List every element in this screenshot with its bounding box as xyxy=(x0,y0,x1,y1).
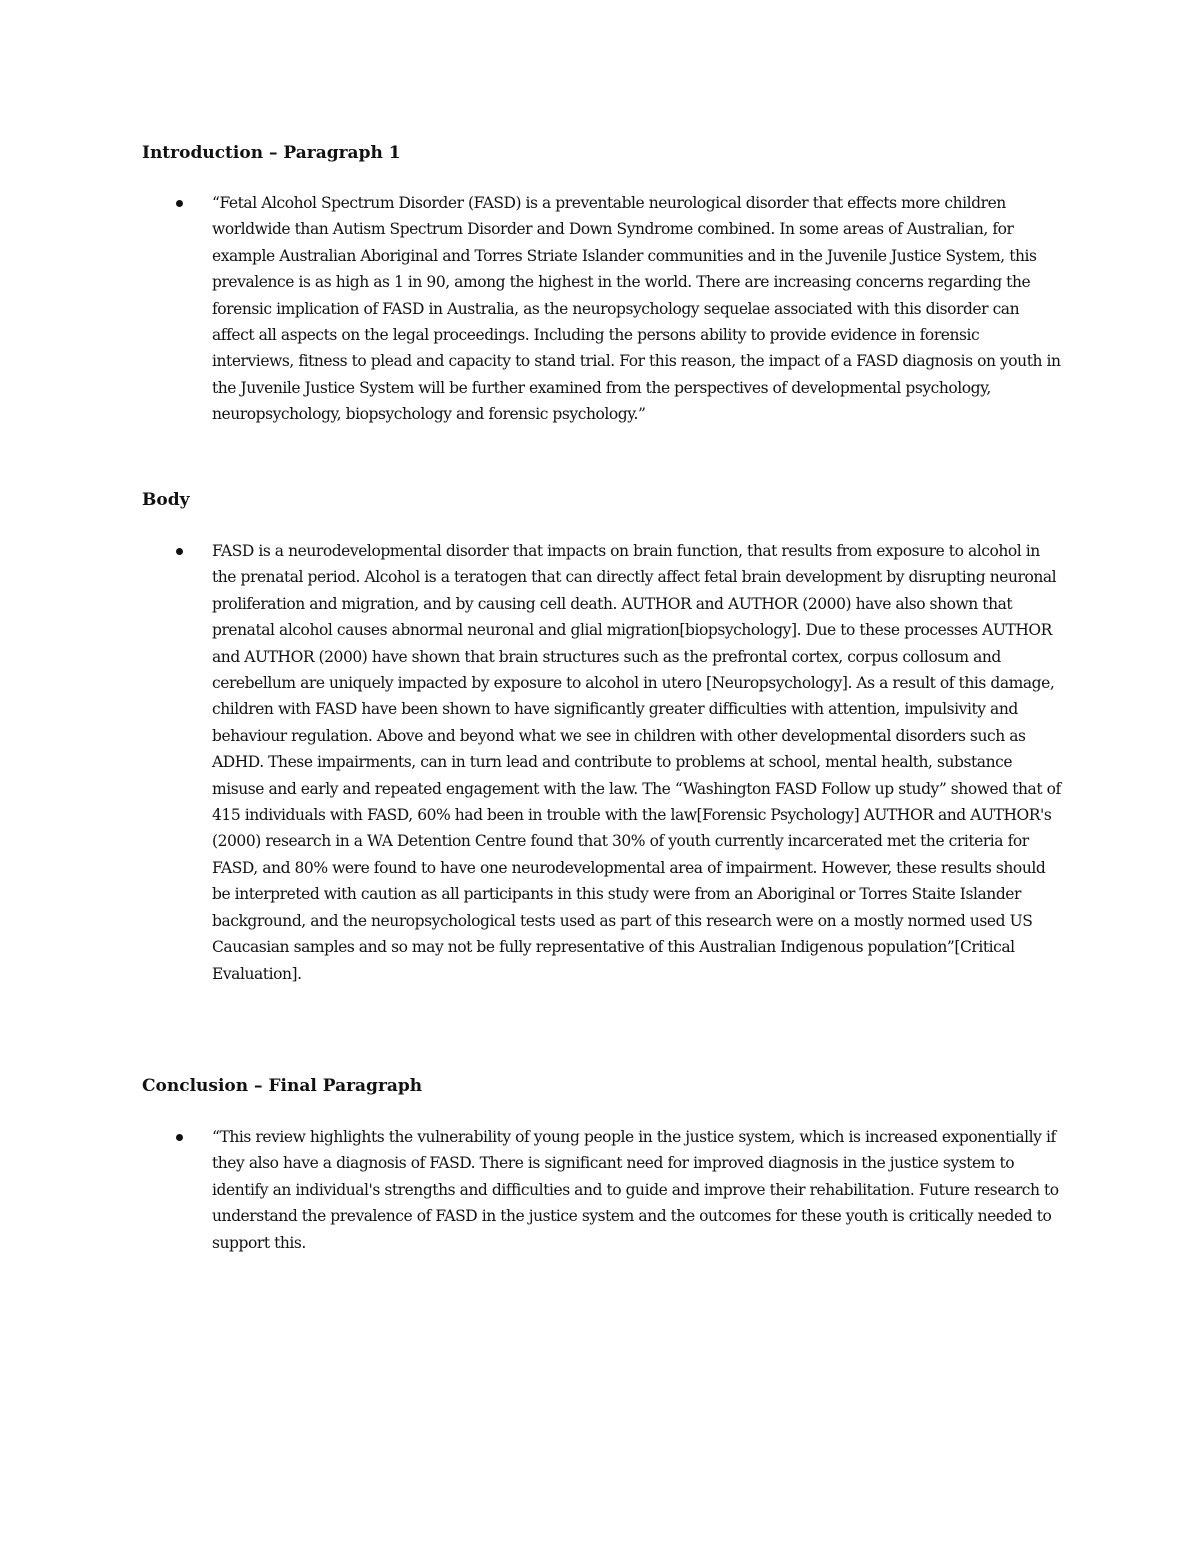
paragraph-conclusion: “This review highlights the vulnerability of young people in the justice system, which is increased exponentially if they also have a diagnosis of FASD. There is significant need for improved diagnosis in the justice system to identify an individual's strengths and difficulties and to guide and improve their rehabilitation. Future research to understand the prevalence of FASD in the justice system and the outcomes for these youth is critically needed to support this. xyxy=(212,1128,1059,1252)
bullet-item-body xyxy=(142,538,1062,987)
section-heading-introduction: Introduction – Paragraph 1 xyxy=(142,143,401,163)
paragraph-body: FASD is a neurodevelopmental disorder that impacts on brain function, that results from exposure to alcohol in the prenatal period. Alcohol is a teratogen that can directly affect fetal brain development by disrupting neuronal proliferation and migration, and by causing cell death. AUTHOR and AUTHOR (2000) have also shown that prenatal alcohol causes abnormal neuronal and glial migration[biopsychology]. Due to these processes AUTHOR and AUTHOR (2000) have shown that brain structures such as the prefrontal cortex, corpus collosum and cerebellum are uniquely impacted by exposure to alcohol in utero [Neuropsychology]. As a result of this damage, children with FASD have been shown to have significantly greater difficulties with attention, impulsivity and behaviour regulation. Above and beyond what we see in children with other developmental disorders such as ADHD. These impairments, can in turn lead and contribute to problems at school, mental health, substance misuse and early and repeated engagement with the law. The “Washington FASD Follow up study” showed that of 415 individuals with FASD, 60% had been in trouble with the law[Forensic Psychology] AUTHOR and AUTHOR's (2000) research in a WA Detention Centre found that 30% of youth currently incarcerated met the criteria for FASD, and 80% were found to have one neurodevelopmental area of impairment. However, these results should be interpreted with caution as all participants in this study were from an Aboriginal or Torres Staite Islander background, and the neuropsychological tests used as part of this research were on a mostly normed used US Caucasian samples and so may not be fully representative of this Australian Indigenous population”[Critical Evaluation]. xyxy=(212,542,1061,983)
bullet-icon xyxy=(176,548,183,555)
bullet-icon xyxy=(176,1134,183,1141)
bullet-item-introduction xyxy=(142,190,1062,428)
section-heading-body: Body xyxy=(142,490,190,510)
section-heading-conclusion: Conclusion – Final Paragraph xyxy=(142,1076,423,1096)
paragraph-introduction: “Fetal Alcohol Spectrum Disorder (FASD) is a preventable neurological disorder that effects more children worldwide than Autism Spectrum Disorder and Down Syndrome combined. In some areas of Australian, for example Australian Aboriginal and Torres Striate Islander communities and in the Juvenile Justice System, this prevalence is as high as 1 in 90, among the highest in the world. There are increasing concerns regarding the forensic implication of FASD in Australia, as the neuropsychology sequelae associated with this disorder can affect all aspects on the legal proceedings. Including the persons ability to provide evidence in forensic interviews, fitness to plead and capacity to stand trial. For this reason, the impact of a FASD diagnosis on youth in the Juvenile Justice System will be further examined from the perspectives of developmental psychology, neuropsychology, biopsychology and forensic psychology.” xyxy=(212,194,1061,424)
bullet-icon xyxy=(176,200,183,207)
bullet-item-conclusion xyxy=(142,1124,1062,1256)
